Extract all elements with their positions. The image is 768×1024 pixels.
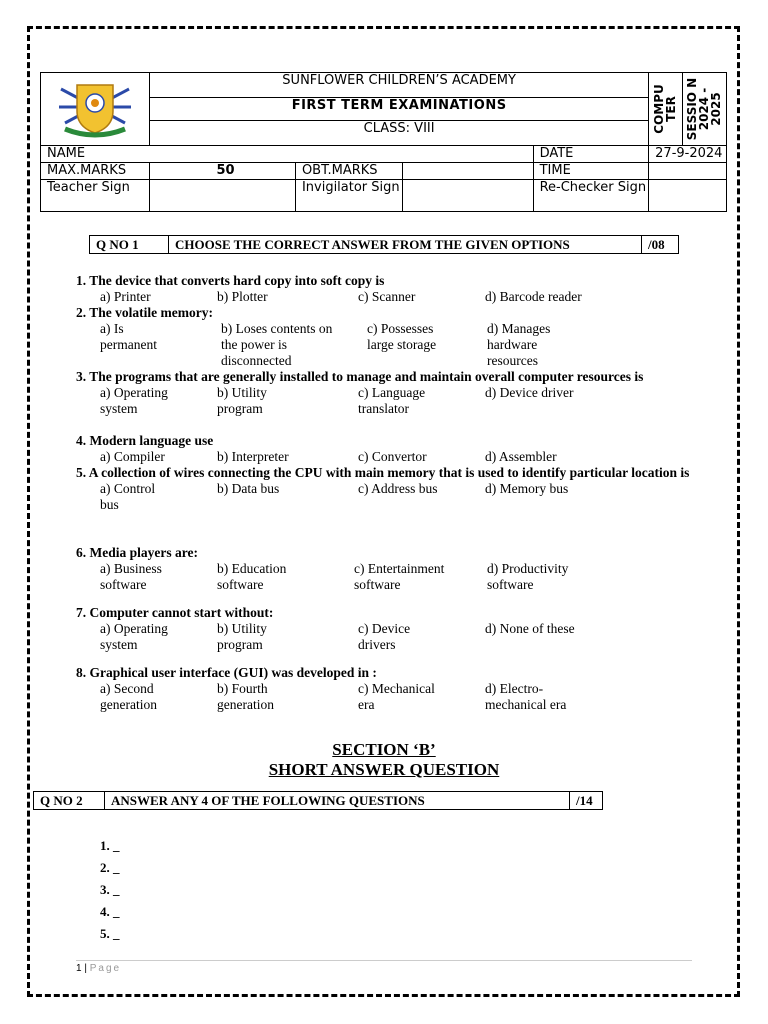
answer-line-2[interactable]: 2. _ [100,860,120,875]
option-d[interactable]: d) Assembler [485,449,557,464]
q1-header-box [89,235,679,254]
class-label: CLASS: VIII [363,120,435,136]
option-d[interactable]: d) Barcode reader [485,289,582,304]
option-c[interactable]: c) Address bus [358,481,438,496]
answer-line-5[interactable]: 5. _ [100,926,120,941]
rechecker-sign-label: Re-Checker Sign [539,180,647,195]
option-c[interactable]: c) Scanner [358,289,416,304]
answer-line-4[interactable]: 4. _ [100,904,120,919]
section-b-subtitle: SHORT ANSWER QUESTION [268,760,500,779]
question-text: 1. The device that converts hard copy into soft copy is [76,273,385,288]
page-number: 1 [76,963,82,974]
option-d[interactable]: d) Electro-mechanical era [485,681,567,712]
name-field[interactable] [41,146,534,163]
subject-label: COMPU TER [652,84,679,134]
teacher-sign-field[interactable] [150,180,296,212]
q2-instruction: ANSWER ANY 4 OF THE FOLLOWING QUESTIONS [111,793,425,808]
time-label: TIME [539,163,571,178]
option-d[interactable]: d) Device driver [485,385,574,400]
subject-cell [649,73,682,146]
option-d[interactable]: d) Manages hardware resources [487,321,551,368]
option-a[interactable]: a) Compiler [100,449,165,464]
option-c[interactable]: c) Entertainment software [354,561,445,592]
answer-line-1[interactable]: 1. _ [100,838,120,853]
option-d[interactable]: d) None of these [485,621,575,636]
question-text: 8. Graphical user interface (GUI) was developed in : [76,665,377,680]
option-a[interactable]: a) Operating system [100,621,168,652]
q1-instruction: CHOOSE THE CORRECT ANSWER FROM THE GIVEN OPTIONS [175,237,570,252]
max-marks-value: 50 [216,163,235,178]
mcq-2 [76,305,696,369]
question-text: 6. Media players are: [76,545,198,560]
rechecker-sign-field[interactable] [649,180,727,212]
question-text: 2. The volatile memory: [76,305,213,320]
school-crest-icon [47,73,143,141]
mcq-8 [76,665,696,713]
option-a[interactable]: a) Operating system [100,385,168,416]
school-logo [41,73,150,146]
option-d[interactable]: d) Productivity software [487,561,569,592]
option-b[interactable]: b) Loses contents on the power is disconnected [221,321,333,368]
question-text: 4. Modern language use [76,433,214,448]
section-b-title: SECTION ‘B’ [332,740,436,759]
session-label: SESSIO N 2024 - 2025 [685,77,724,141]
time-field[interactable] [649,163,727,180]
q2-number: Q NO 2 [40,793,83,808]
obt-marks-label: OBT.MARKS [301,163,378,178]
option-a[interactable]: a) Business software [100,561,162,592]
date-value: 27-9-2024 [655,146,723,161]
page-separator: | [84,963,87,974]
option-c[interactable]: c) Possesses large storage [367,321,437,352]
max-marks-label: MAX.MARKS [47,163,127,178]
exam-header-table [40,72,727,212]
mcq-7 [76,605,696,653]
q2-marks: /14 [576,793,593,808]
option-c[interactable]: c) Language translator [358,385,426,416]
page-footer [76,960,692,974]
answer-line-3[interactable]: 3. _ [100,882,120,897]
mcq-1 [76,273,696,305]
mcq-4 [76,433,696,465]
option-c[interactable]: c) Mechanical era [358,681,435,712]
option-b[interactable]: b) Education software [217,561,287,592]
question-text: 5. A collection of wires connecting the CPU with main memory that is used to identify particular location is [76,465,690,480]
option-a[interactable]: a) Is permanent [100,321,157,352]
teacher-sign-label: Teacher Sign [47,180,130,195]
q1-marks: /08 [648,237,665,252]
invigilator-sign-field[interactable] [402,180,533,212]
option-a[interactable]: a) Printer [100,289,151,304]
option-b[interactable]: b) Utility program [217,621,267,652]
invigilator-sign-label: Invigilator Sign [301,180,400,195]
name-label: NAME [47,146,86,161]
exam-term: FIRST TERM EXAMINATIONS [291,98,507,114]
option-b[interactable]: b) Fourth generation [217,681,274,712]
school-name: SUNFLOWER CHILDREN’S ACADEMY [282,73,516,88]
session-cell [682,73,726,146]
page-label: Page [89,963,122,974]
obt-marks-field[interactable] [402,163,533,180]
question-text: 3. The programs that are generally installed to manage and maintain overall computer resources is [76,369,644,384]
option-b[interactable]: b) Data bus [217,481,280,496]
q2-header-box [33,791,603,810]
option-a[interactable]: a) Second generation [100,681,157,712]
option-b[interactable]: b) Interpreter [217,449,289,464]
date-label: DATE [539,146,574,161]
option-b[interactable]: b) Utility program [217,385,267,416]
option-a[interactable]: a) Control bus [100,481,156,512]
option-d[interactable]: d) Memory bus [485,481,569,496]
option-b[interactable]: b) Plotter [217,289,268,304]
mcq-5 [76,465,696,513]
option-c[interactable]: c) Convertor [358,449,427,464]
option-c[interactable]: c) Device drivers [358,621,411,652]
mcq-3 [76,369,696,417]
q1-number: Q NO 1 [96,237,139,252]
mcq-6 [76,545,696,593]
question-text: 7. Computer cannot start without: [76,605,274,620]
